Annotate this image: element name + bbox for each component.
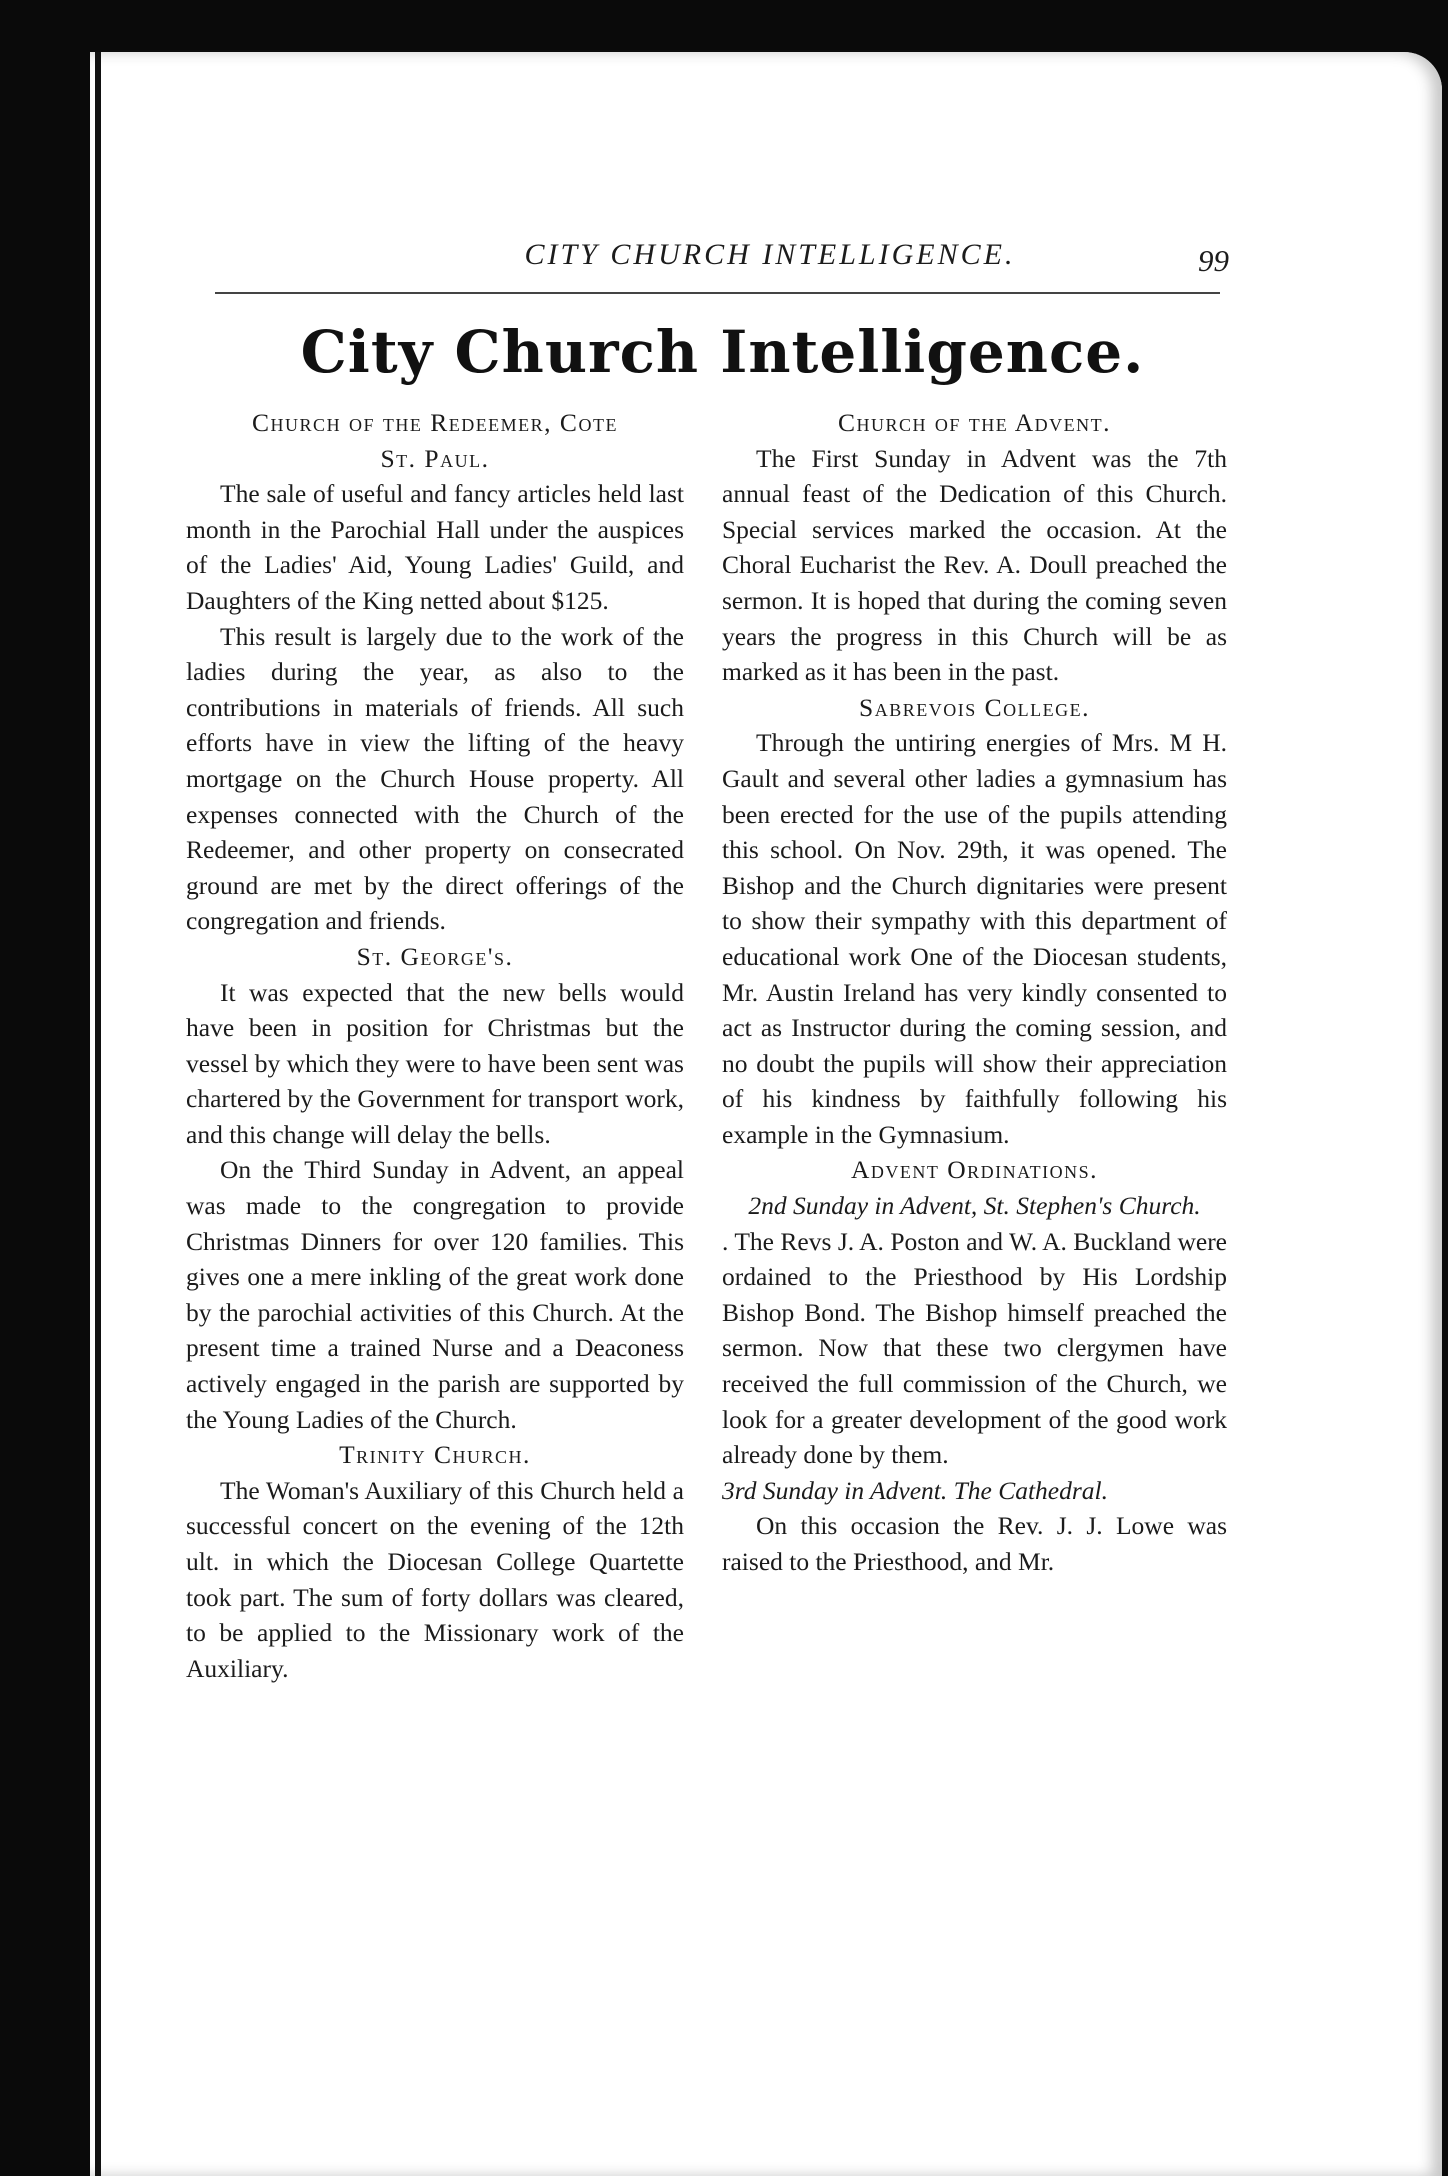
paragraph: On the Third Sunday in Advent, an appeal was made to the congregation to provide Christmas Dinners for over 120 families. This gives one a mere inkling of the great work done by the parochial activities of this Church. At the present time a trained Nurse and a Deaconess actively engaged in the parish are supported by the Young Ladies of the Church. bbox=[186, 1155, 684, 1434]
subheading: 3rd Sunday in Advent. The Cathedral. bbox=[722, 1475, 1109, 1505]
page-title: City Church Intelligence. bbox=[300, 318, 1145, 386]
paragraph: This result is largely due to the work of the ladies during the year, as also to the contributions in materials of friends. All such efforts have in view the lifting of the heavy mortgage on the Church House property. All expenses connected with the Church of the Redeemer, and other property on consecrated ground are met by the direct offerings of the congregation and friends. bbox=[186, 621, 684, 936]
subheading: 2nd Sunday in Advent, St. Stephen's Church. bbox=[748, 1191, 1201, 1221]
paragraph: On this occasion the Rev. J. J. Lowe was raised to the Priesthood, and Mr. bbox=[722, 1511, 1227, 1576]
paragraph: Through the untiring energies of Mrs. M H. Gault and several other ladies a gymnasium has been erected for the use of the pupils attending this school. On Nov. 29th, it was opened. The Bishop and the Church dignitaries were present to show their sympathy with this department of educational work One of the Diocesan students, Mr. Austin Ireland has very kindly consented to act as Instructor during the coming session, and no doubt the pupils will show their appreciation of his kindness by faithfully following his example in the Gymnasium. bbox=[722, 728, 1227, 1149]
page-number: 99 bbox=[1198, 243, 1229, 278]
paragraph: The sale of useful and fancy articles held last month in the Parochial Hall under the auspices of the Ladies' Aid, Young Ladies' Guild, and Daughters of the King netted about $125. bbox=[186, 479, 684, 615]
paragraph: The First Sunday in Advent was the 7th annual feast of the Dedication of this Church. Special services marked the occasion. At the Choral Eucharist the Rev. A. Doull preached the sermon. It is hoped that during the coming seven years the progress in this Church will be as marked as it has been in the past. bbox=[722, 443, 1227, 687]
paragraph: The Woman's Auxiliary of this Church held a successful concert on the evening of the 12th ult. in which the Diocesan College Quartette took part. The sum of forty dollars was cleared, to be applied to the Missionary work of the Auxiliary. bbox=[186, 1475, 684, 1683]
section-heading: Sabrevois College. bbox=[859, 692, 1090, 722]
binding-gutter bbox=[95, 52, 101, 2176]
paragraph: It was expected that the new bells would have been in position for Christmas but the vessel by which they were to have been sent was chartered by the Government for transport work, and this change will delay the bells. bbox=[186, 977, 684, 1149]
section-heading: Church of the Redeemer, Cote bbox=[252, 408, 618, 437]
left-column bbox=[186, 405, 684, 1686]
right-column bbox=[722, 405, 1227, 1580]
section-heading: Church of the Advent. bbox=[837, 408, 1111, 437]
section-heading: Advent Ordinations. bbox=[850, 1155, 1099, 1185]
running-header: CITY CHURCH INTELLIGENCE. bbox=[524, 238, 1016, 271]
section-heading: Trinity Church. bbox=[339, 1440, 531, 1470]
header-rule bbox=[215, 292, 1220, 294]
paragraph: . The Revs J. A. Poston and W. A. Buckland were ordained to the Priesthood by His Lordship Bishop Bond. The Bishop himself preached the sermon. Now that these two clergymen have received the full commission of the Church, we look for a greater development of the good work already done by them. bbox=[722, 1226, 1227, 1470]
section-heading-continued: St. Paul. bbox=[380, 443, 490, 473]
section-heading: St. George's. bbox=[356, 941, 514, 971]
